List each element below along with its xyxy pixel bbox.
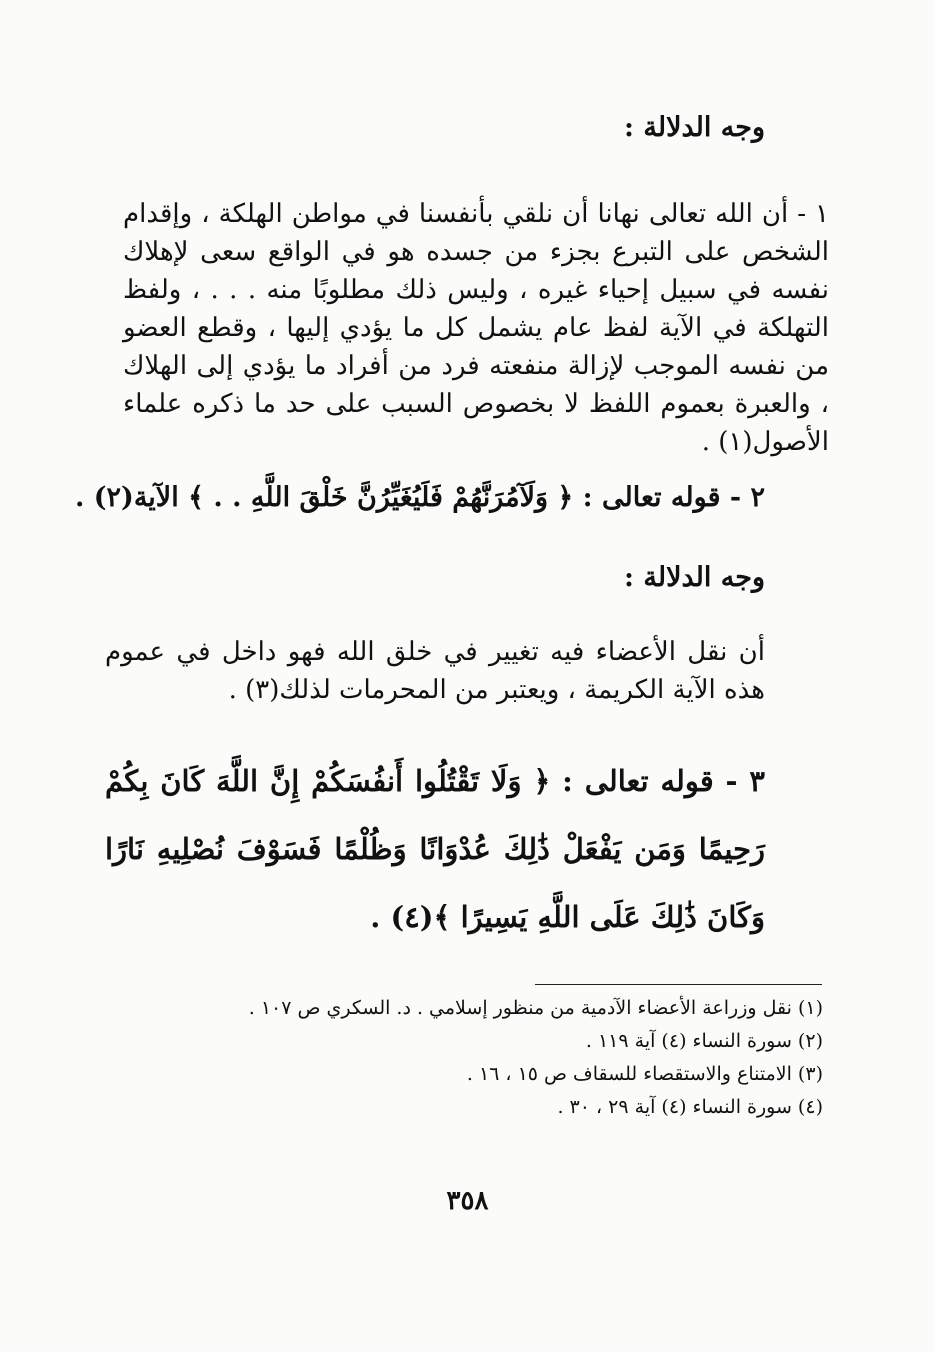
footnote-1: (١) نقل وزراعة الأعضاء الآدمية من منظور إسلامي . د. السكري ص ١٠٧ .	[248, 997, 823, 1019]
footnote-4: (٤) سورة النساء (٤) آية ٢٩ ، ٣٠ .	[557, 1096, 823, 1118]
footnote-divider	[535, 984, 822, 985]
quran-verse-2: ٢ - قوله تعالى : ﴿ وَلَآمُرَنَّهُمْ فَلَيُغَيِّرُنَّ خَلْقَ اللَّهِ . . ﴾ الآية(٢) .	[74, 482, 765, 513]
page-number: ٣٥٨	[446, 1186, 489, 1216]
footnotes	[123, 992, 823, 1124]
section-heading-1: وجه الدلالة :	[624, 112, 765, 143]
quran-verse-3: ٣ - قوله تعالى : ﴿ وَلَا تَقْتُلُوا أَنفُسَكُمْ إِنَّ اللَّهَ كَانَ بِكُمْ رَحِيمًا وَمَن يَفْعَلْ ذَٰلِكَ عُدْوَانًا وَظُلْمًا فَسَوْفَ نُصْلِيهِ نَارًا وَكَانَ ذَٰلِكَ عَلَى اللَّهِ يَسِيرًا ﴾(٤) .	[105, 764, 765, 934]
paragraph-1: ١ - أن الله تعالى نهانا أن نلقي بأنفسنا في مواطن الهلكة ، وإقدام الشخص على التبرع بجزء من جسده هو في الواقع سعى لإهلاك نفسه في سبيل إحياء غيره ، وليس ذلك مطلوبًا منه . . . ، ولفظ التهلكة في الآية لفظ عام يشمل كل ما يؤدي إليها ، وقطع العضو من نفسه الموجب لإزالة منفعته فرد من أفراد ما يؤدي إلى الهلاك ، والعبرة بعموم اللفظ لا بخصوص السبب على حد ما ذكره علماء الأصول(١) .	[123, 199, 829, 457]
footnote-2: (٢) سورة النساء (٤) آية ١١٩ .	[585, 1030, 823, 1052]
paragraph-2: أن نقل الأعضاء فيه تغيير في خلق الله فهو داخل في عموم هذه الآية الكريمة ، ويعتبر من المحرمات لذلك(٣) .	[105, 637, 765, 705]
footnote-3: (٣) الامتناع والاستقصاء للسقاف ص ١٥ ، ١٦ .	[466, 1063, 823, 1085]
section-heading-2: وجه الدلالة :	[624, 562, 765, 593]
